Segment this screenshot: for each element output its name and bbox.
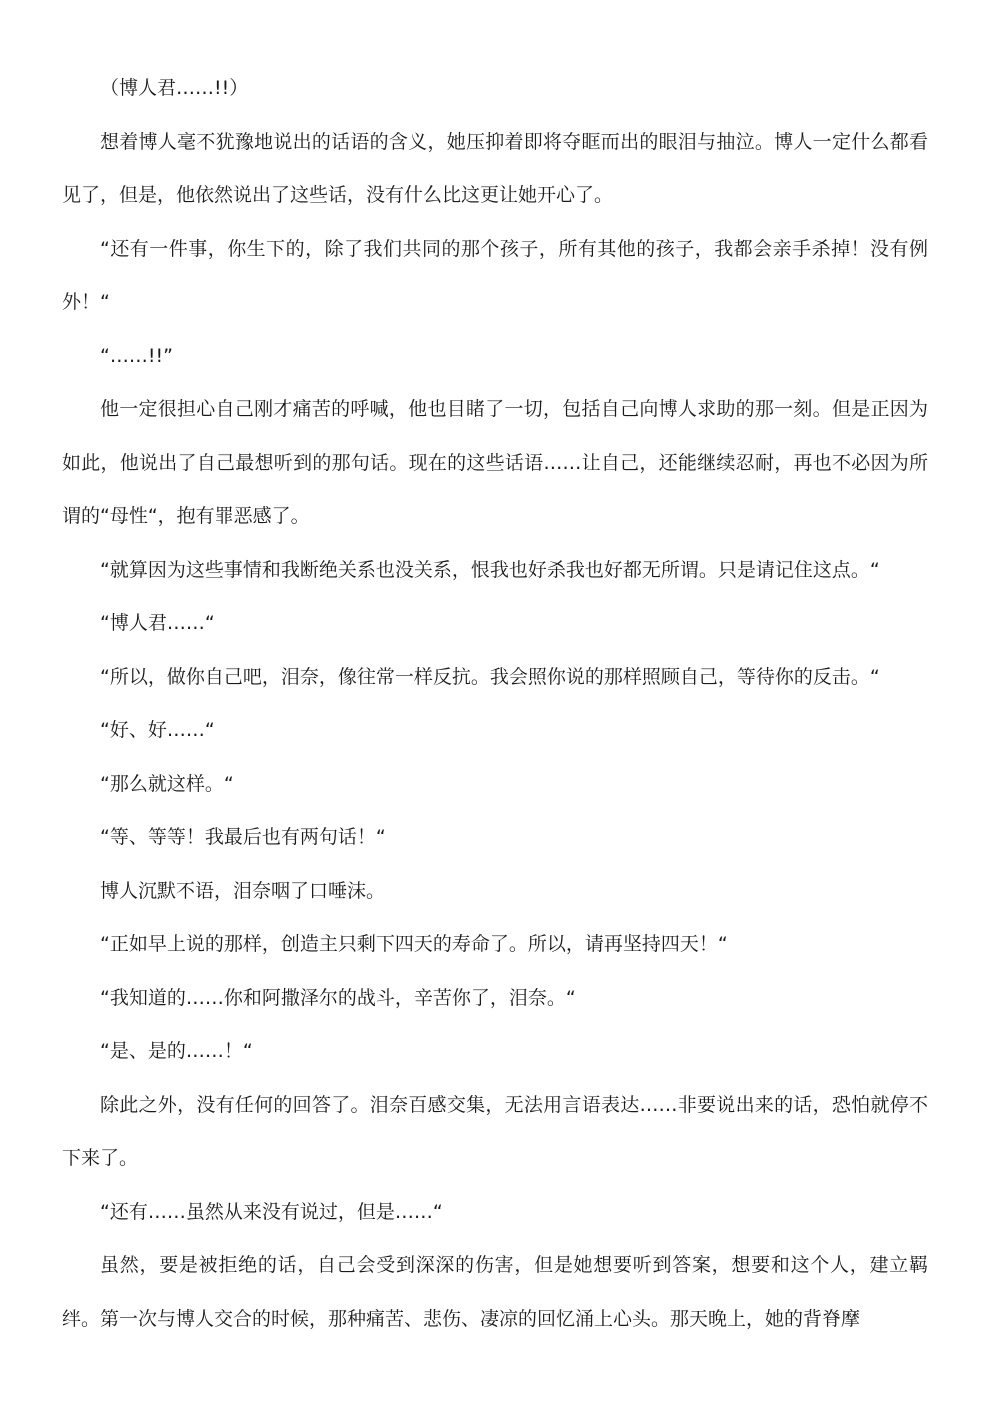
paragraph: （博人君……!!） [100, 77, 249, 99]
document-body [62, 62, 928, 1346]
paragraph: 虽然，要是被拒绝的话，自己会受到深深的伤害，但是她想要听到答案，想要和这个人，建立羁绊。第一次与博人交合的时候，那种痛苦、悲伤、凄凉的回忆涌上心头。那天晚上，她的背脊摩 [62, 1254, 928, 1330]
paragraph: “就算因为这些事情和我断绝关系也没关系，恨我也好杀我也好都无所谓。只是请记住这点。“ [100, 558, 880, 581]
paragraph: “正如早上说的那样，创造主只剩下四天的寿命了。所以，请再坚持四天！“ [100, 933, 728, 955]
paragraph: 除此之外，没有任何的回答了。泪奈百感交集，无法用言语表达……非要说出来的话，恐怕就停不下来了。 [62, 1093, 928, 1169]
paragraph: “是、是的……！“ [100, 1040, 253, 1062]
paragraph: “还有一件事，你生下的，除了我们共同的那个孩子，所有其他的孩子，我都会亲手杀掉！没有例外！“ [62, 237, 928, 313]
paragraph: 博人沉默不语，泪奈咽了口唾沫。 [100, 879, 386, 902]
paragraph: “……!!” [100, 344, 173, 367]
paragraph: 想着博人毫不犹豫地说出的话语的含义，她压抑着即将夺眶而出的眼泪与抽泣。博人一定什么都看见了，但是，他依然说出了这些话，没有什么比这更让她开心了。 [62, 130, 928, 206]
paragraph: “还有……虽然从来没有说过，但是……“ [100, 1200, 443, 1223]
paragraph: “好、好……“ [100, 719, 215, 741]
paragraph: “我知道的……你和阿撒泽尔的战斗，辛苦你了，泪奈。“ [100, 986, 576, 1009]
paragraph: “所以，做你自己吧，泪奈，像往常一样反抗。我会照你说的那样照顾自己，等待你的反击。“ [100, 665, 880, 688]
paragraph: “等、等等！我最后也有两句话！“ [100, 826, 386, 848]
paragraph: “博人君……“ [100, 612, 215, 634]
paragraph: 他一定很担心自己刚才痛苦的呼喊，他也目睹了一切，包括自己向博人求助的那一刻。但是正因为如此，他说出了自己最想听到的那句话。现在的这些话语……让自己，还能继续忍耐，再也不必因为所谓的“母性“，抱有罪恶感了。 [62, 398, 928, 527]
paragraph: “那么就这样。“ [100, 772, 234, 795]
